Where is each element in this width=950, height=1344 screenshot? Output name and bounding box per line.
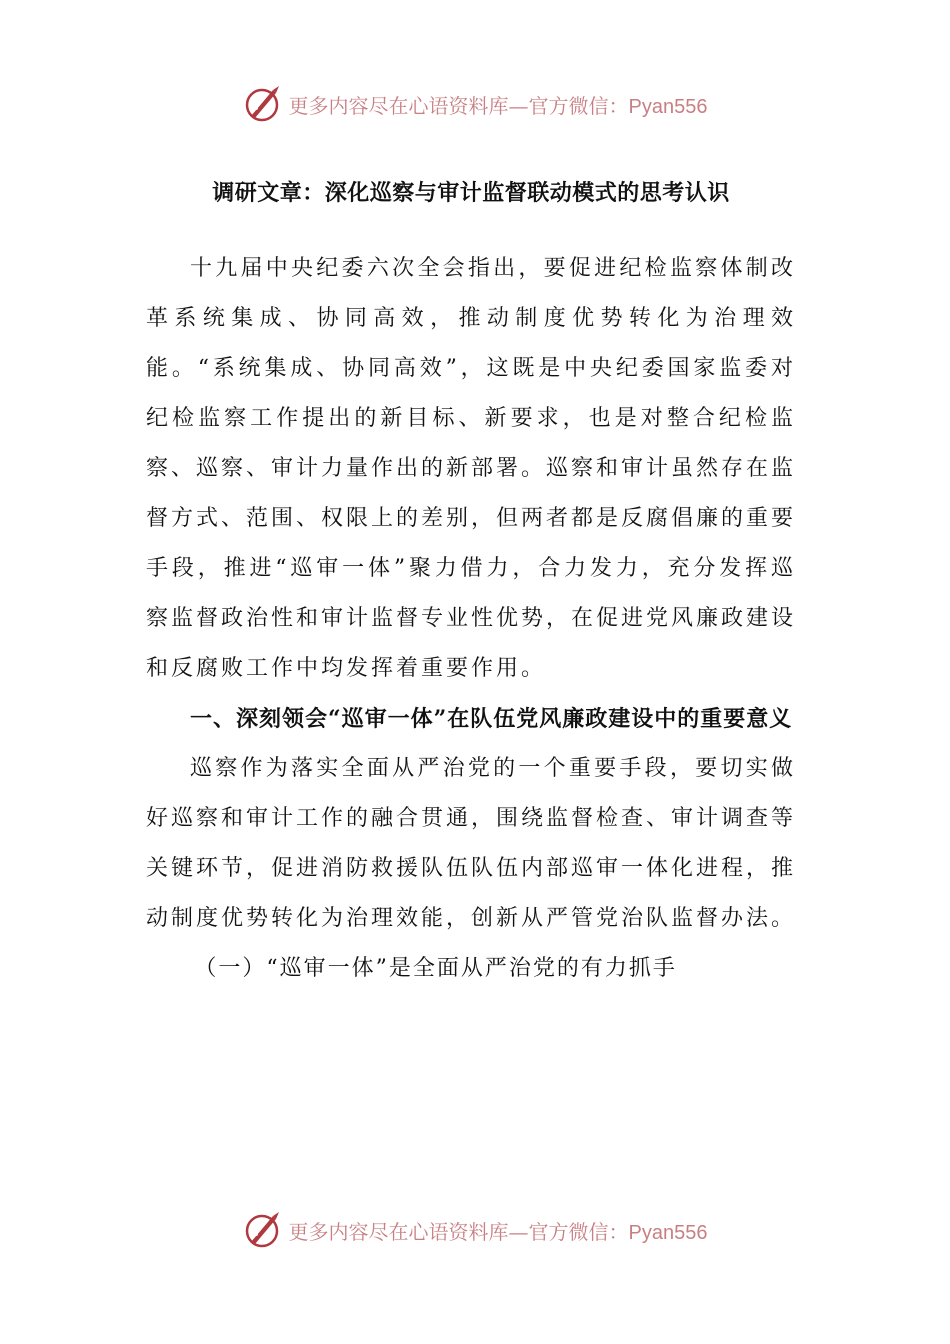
- quill-pen-logo-icon: [243, 84, 283, 124]
- quill-pen-logo-icon: [243, 1210, 283, 1250]
- section-heading-1: 一、深刻领会“巡审一体”在队伍党风廉政建设中的重要意义: [190, 706, 793, 732]
- watermark-banner-bottom: [0, 1205, 950, 1255]
- wechat-id: Pyan556: [628, 1221, 708, 1244]
- watermark-text: 更多内容尽在心语资料库—官方微信：Pyan556: [288, 1219, 708, 1244]
- wechat-id: Pyan556: [628, 95, 708, 118]
- watermark-text: 更多内容尽在心语资料库—官方微信：Pyan556: [288, 93, 708, 118]
- subsection-heading-1: （一）“巡审一体”是全面从严治党的有力抓手: [194, 956, 677, 981]
- section-1-paragraph: 巡察作为落实全面从严治党的一个重要手段，要切实做好巡察和审计工作的融合贯通，围绕监督检查、审计调查等关键环节，促进消防救援队伍队伍内部巡审一体化进程，推动制度优势转化为治理效能，创新从严管党治队监督办法。: [146, 756, 797, 931]
- watermark-banner-top: [0, 79, 950, 129]
- intro-paragraph: 十九届中央纪委六次全会指出，要促进纪检监察体制改革系统集成、协同高效，推动制度优势转化为治理效能。“系统集成、协同高效”，这既是中央纪委国家监委对纪检监察工作提出的新目标、新要求，也是对整合纪检监察、巡察、审计力量作出的新部署。巡察和审计虽然存在监督方式、范围、权限上的差别，但两者都是反腐倡廉的重要手段，推进“巡审一体”聚力借力，合力发力，充分发挥巡察监督政治性和审计监督专业性优势，在促进党风廉政建设和反腐败工作中均发挥着重要作用。: [146, 256, 797, 681]
- document-title: 调研文章：深化巡察与审计监督联动模式的思考认识: [212, 180, 730, 206]
- document-body: [146, 168, 796, 994]
